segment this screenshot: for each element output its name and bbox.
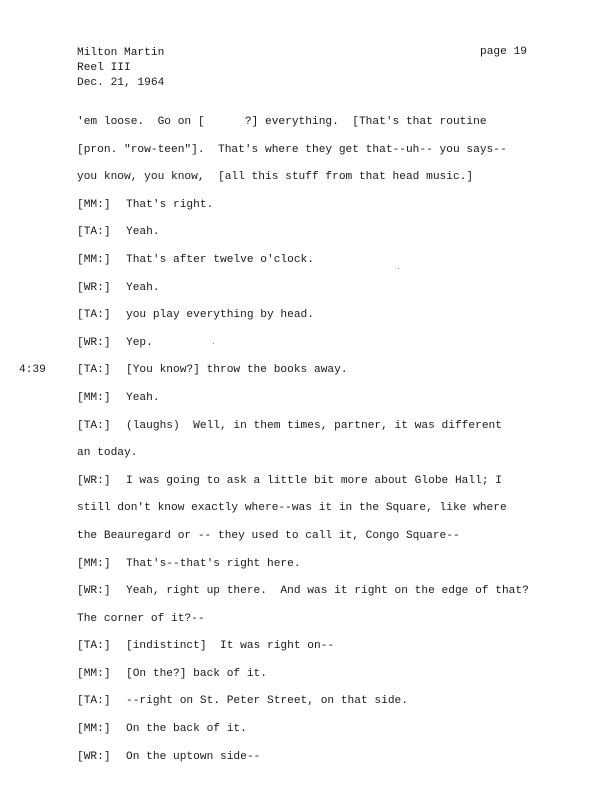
line-text: On the back of it. xyxy=(126,723,247,736)
reel-label: Reel III xyxy=(77,62,131,74)
transcript-line xyxy=(77,668,557,696)
scan-speck xyxy=(398,268,399,269)
line-text: the Beauregard or -- they used to call it, Congo Square-- xyxy=(77,529,460,542)
speaker-tag: [MM:] xyxy=(77,253,111,266)
line-text: Yeah. xyxy=(126,391,160,404)
line-text: [indistinct] It was right on-- xyxy=(126,640,335,653)
interviewee-name: Milton Martin xyxy=(77,47,165,59)
speaker-tag: [MM:] xyxy=(77,557,111,570)
line-text: Yeah. xyxy=(126,281,160,294)
speaker-tag: [TA:] xyxy=(77,419,111,432)
page-number: page 19 xyxy=(480,46,527,58)
line-text: Yep. xyxy=(126,336,153,349)
line-text: --right on St. Peter Street, on that side. xyxy=(126,695,408,708)
transcript-line xyxy=(77,420,557,448)
line-text: I was going to ask a little bit more about Globe Hall; I xyxy=(126,474,502,487)
line-text: [You know?] throw the books away. xyxy=(126,364,348,377)
transcript-line xyxy=(77,282,557,310)
speaker-tag: [WR:] xyxy=(77,336,111,349)
speaker-tag: [TA:] xyxy=(77,640,111,653)
transcript-line xyxy=(77,337,557,365)
speaker-tag: [TA:] xyxy=(77,695,111,708)
transcript-line xyxy=(77,530,557,558)
transcript-line xyxy=(77,199,557,227)
transcript-line xyxy=(77,309,557,337)
speaker-tag: [MM:] xyxy=(77,667,111,680)
line-text: an today. xyxy=(77,447,138,460)
transcript-line xyxy=(77,171,557,199)
line-text: [pron. "row-teen"]. That's where they get that--uh-- you says-- xyxy=(77,143,507,156)
page-header xyxy=(77,46,164,91)
line-text: That's after twelve o'clock. xyxy=(126,253,314,266)
line-text: (laughs) Well, in them times, partner, it was different xyxy=(126,419,502,432)
line-text: That's right. xyxy=(126,198,214,211)
line-text: On the uptown side-- xyxy=(126,750,261,763)
line-text: [On the?] back of it. xyxy=(126,667,267,680)
transcript-body xyxy=(19,116,557,778)
line-text: That's--that's right here. xyxy=(126,557,301,570)
line-text: Yeah, right up there. And was it right on the edge of that? xyxy=(126,585,529,598)
speaker-tag: [TA:] xyxy=(77,309,111,322)
speaker-tag: [WR:] xyxy=(77,474,111,487)
transcript-line xyxy=(77,723,557,751)
interview-date: Dec. 21, 1964 xyxy=(77,77,165,89)
transcript-line xyxy=(77,475,557,503)
transcript-line xyxy=(77,585,557,613)
speaker-tag: [WR:] xyxy=(77,750,111,763)
line-text: you play everything by head. xyxy=(126,309,314,322)
line-text: 'em loose. Go on [ ?] everything. [That's that routine xyxy=(77,116,487,128)
transcript-line xyxy=(77,447,557,475)
line-text: Yeah. xyxy=(126,226,160,239)
transcript-line xyxy=(77,751,557,779)
speaker-tag: [MM:] xyxy=(77,391,111,404)
transcript-line xyxy=(77,254,557,282)
scan-speck xyxy=(213,343,214,344)
line-text: you know, you know, [all this stuff from that head music.] xyxy=(77,171,474,184)
line-text: still don't know exactly where--was it in the Square, like where xyxy=(77,502,507,515)
transcript-line xyxy=(77,640,557,668)
transcript-line xyxy=(77,144,557,172)
speaker-tag: [WR:] xyxy=(77,585,111,598)
transcript-line xyxy=(77,392,557,420)
speaker-tag: [MM:] xyxy=(77,198,111,211)
transcript-line xyxy=(77,695,557,723)
speaker-tag: [MM:] xyxy=(77,723,111,736)
speaker-tag: [TA:] xyxy=(77,226,111,239)
speaker-tag: [TA:] xyxy=(77,364,111,377)
speaker-tag: [WR:] xyxy=(77,281,111,294)
transcript-line xyxy=(77,116,557,144)
transcript-line xyxy=(77,226,557,254)
transcript-line xyxy=(77,613,557,641)
transcript-line xyxy=(19,364,557,392)
line-text: The corner of it?-- xyxy=(77,612,205,625)
transcript-line xyxy=(77,502,557,530)
tape-timestamp: 4:39 xyxy=(19,364,46,377)
transcript-line xyxy=(77,558,557,586)
